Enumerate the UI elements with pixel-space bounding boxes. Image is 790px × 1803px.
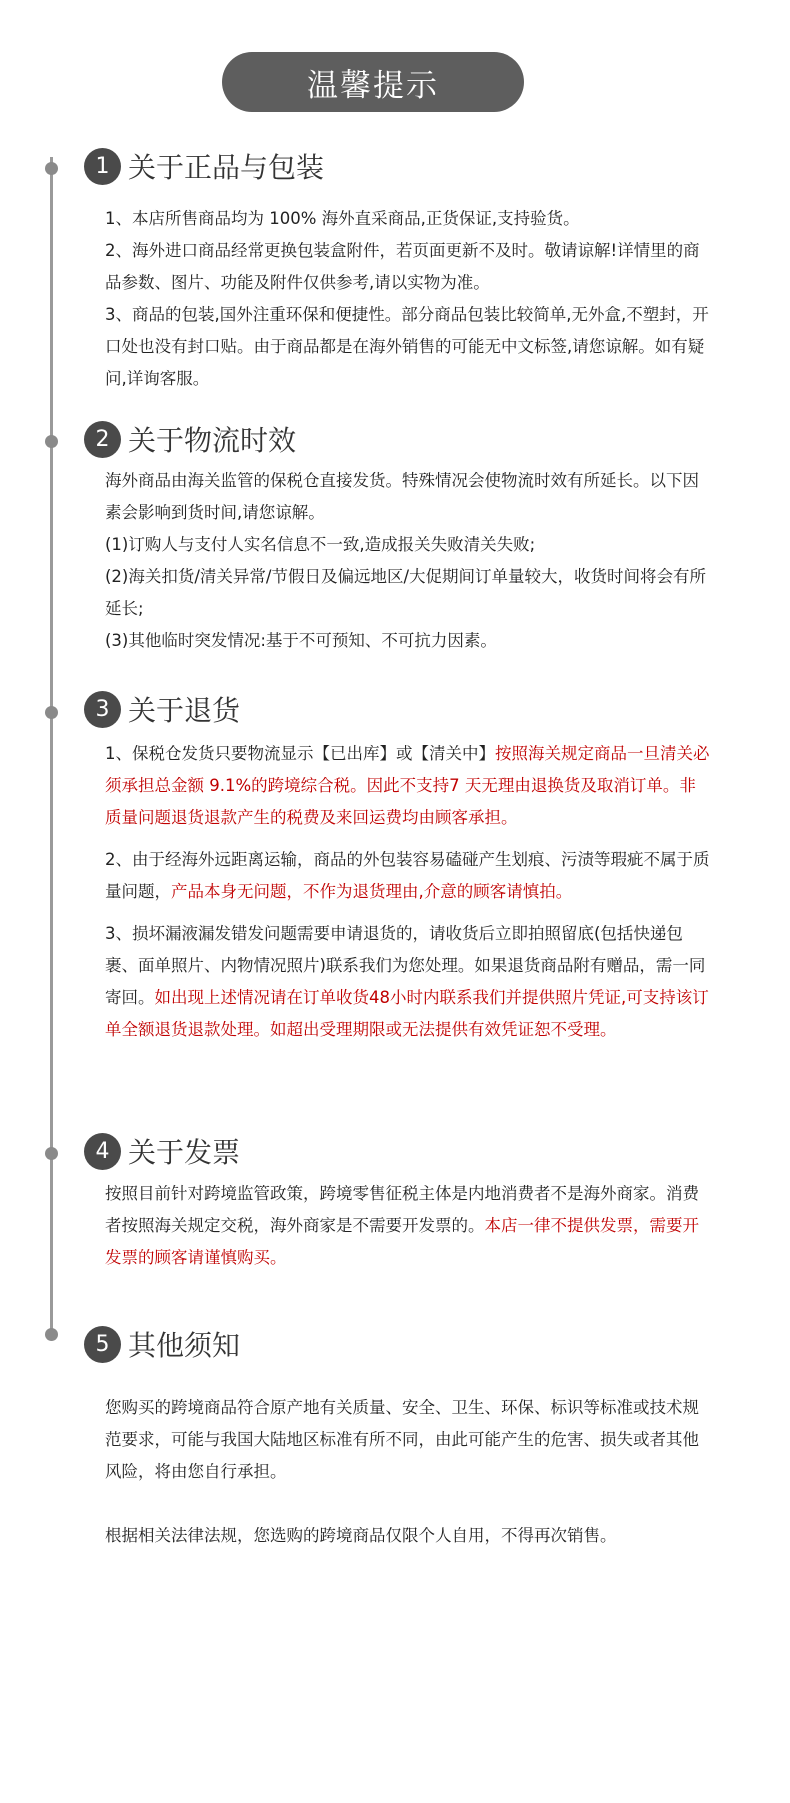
warning-text: 本店一律不提供发票，需要开发票的顾客请谨慎购买。	[105, 1216, 699, 1267]
paragraph	[105, 918, 710, 1046]
section-3-body	[105, 738, 710, 1046]
timeline-dot	[45, 435, 58, 448]
page-title: 温馨提示	[222, 52, 524, 112]
section-5-header	[84, 1324, 240, 1364]
section-2-body	[105, 465, 710, 657]
paragraph: 1、本店所售商品均为 100% 海外直采商品,正货保证,支持验货。	[105, 209, 580, 228]
number-badge: 4	[84, 1133, 121, 1170]
timeline-dot	[45, 162, 58, 175]
section-title: 关于正品与包装	[128, 151, 325, 184]
warning-text: 如出现上述情况请在订单收货48小时内联系我们并提供照片凭证,可支持该订单全额退货退款处理。如超出受理期限或无法提供有效凭证恕不受理。	[105, 988, 709, 1039]
section-3-header	[84, 689, 240, 729]
timeline-dot	[45, 1328, 58, 1341]
paragraph-text: 按照目前针对跨境监管政策，跨境零售征税主体是内地消费者不是海外商家。消费者按照海关规定交税，海外商家是不需要开发票的。	[105, 1184, 699, 1235]
section-4-body	[105, 1178, 710, 1274]
timeline-dot	[45, 706, 58, 719]
paragraph-text: 1、保税仓发货只要物流显示【已出库】或【清关中】	[105, 744, 495, 763]
number-badge: 5	[84, 1326, 121, 1363]
paragraph: (3)其他临时突发情况:基于不可预知、不可抗力因素。	[105, 631, 497, 650]
paragraph	[105, 1178, 710, 1274]
warning-text: 按照海关规定商品一旦清关必须承担总金额 9.1%的跨境综合税。因此不支持7 天无理由退换货及取消订单。非质量问题退货退款产生的税费及来回运费均由顾客承担。	[105, 744, 710, 827]
section-1-header	[84, 146, 324, 186]
paragraph: 海外商品由海关监管的保税仓直接发货。特殊情况会使物流时效有所延长。以下因素会影响到货时间,请您谅解。	[105, 471, 699, 522]
warning-text: 产品本身无问题，不作为退货理由,介意的顾客请慎拍。	[171, 882, 573, 901]
number-badge: 1	[84, 148, 121, 185]
paragraph	[105, 844, 710, 908]
paragraph: 2、海外进口商品经常更换包装盒附件，若页面更新不及时。敬请谅解!详情里的商品参数、图片、功能及附件仅供参考,请以实物为准。	[105, 241, 700, 292]
paragraph: (2)海关扣货/清关异常/节假日及偏远地区/大促期间订单量较大，收货时间将会有所延长;	[105, 567, 707, 618]
section-title: 关于退货	[128, 694, 241, 727]
section-5-body	[105, 1392, 710, 1552]
paragraph	[105, 738, 710, 834]
number-badge: 2	[84, 421, 121, 458]
section-1-body	[105, 203, 710, 395]
section-4-header	[84, 1131, 240, 1171]
section-title: 关于物流时效	[128, 424, 297, 457]
paragraph: (1)订购人与支付人实名信息不一致,造成报关失败清关失败;	[105, 535, 536, 554]
paragraph-text: 3、损坏漏液漏发错发问题需要申请退货的，请收货后立即拍照留底(包括快递包裹、面单照片、内物情况照片)联系我们为您处理。如果退货商品附有赠品，需一同寄回。	[105, 924, 706, 1007]
paragraph: 3、商品的包装,国外注重环保和便捷性。部分商品包装比较简单,无外盒,不塑封，开口处也没有封口贴。由于商品都是在海外销售的可能无中文标签,请您谅解。如有疑问,详询客服。	[105, 305, 709, 388]
paragraph: 您购买的跨境商品符合原产地有关质量、安全、卫生、环保、标识等标准或技术规范要求，可能与我国大陆地区标准有所不同，由此可能产生的危害、损失或者其他风险，将由您自行承担。	[105, 1398, 699, 1481]
paragraph: 根据相关法律法规，您选购的跨境商品仅限个人自用，不得再次销售。	[105, 1526, 617, 1545]
section-2-header	[84, 419, 296, 459]
section-title: 其他须知	[128, 1329, 241, 1362]
number-badge: 3	[84, 691, 121, 728]
section-title: 关于发票	[128, 1136, 241, 1169]
paragraph-text: 2、由于经海外远距离运输，商品的外包装容易磕碰产生划痕、污渍等瑕疵不属于质量问题，	[105, 850, 710, 901]
timeline-dot	[45, 1147, 58, 1160]
